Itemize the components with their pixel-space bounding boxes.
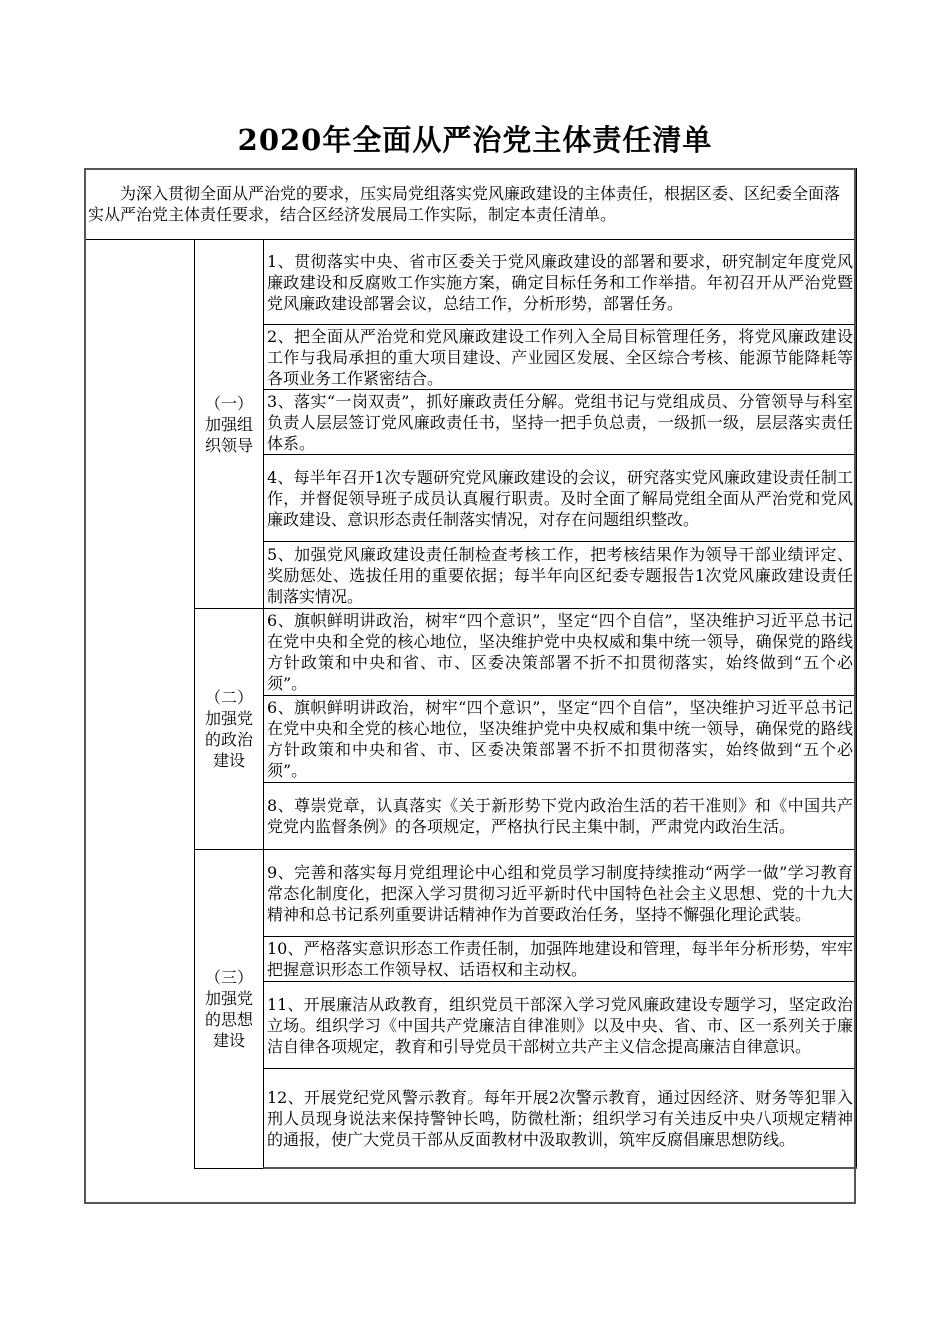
category-organization-leadership: （一）加强组织领导 xyxy=(195,240,264,609)
table-row xyxy=(85,240,857,325)
list-item: 11、开展廉洁从政教育，组织党员干部深入学习党风廉政建设专题学习，坚定政治立场。组织学习《中国共产党廉洁自律准则》以及中央、省、市、区一系列关于廉洁自律各项规定，教育和引导党员干部树立共产主义信念提高廉洁自律意识。 xyxy=(264,982,857,1069)
list-item: 6、旗帜鲜明讲政治，树牢“四个意识”，坚定“四个自信”，坚决维护习近平总书记在党中央和全党的核心地位，坚决维护党中央权威和集中统一领导，确保党的路线方针政策和中央和省、市、区委决策部署不折不扣贯彻落实，始终做到“五个必须”。 xyxy=(264,609,857,696)
list-item: 2、把全面从严治党和党风廉政建设工作列入全局目标管理任务，将党风廉政建设工作与我局承担的重大项目建设、产业园区发展、全区综合考核、能源节能降耗等各项业务工作紧密结合。 xyxy=(264,325,857,390)
list-item: 8、尊崇党章，认真落实《关于新形势下党内政治生活的若干准则》和《中国共产党党内监督条例》的各项规定，严格执行民主集中制，严肃党内政治生活。 xyxy=(264,783,857,850)
table-row xyxy=(85,609,857,696)
category-political-building: （二）加强党的政治建设 xyxy=(195,609,264,850)
intro-text: 为深入贯彻全面从严治党的要求，压实局党组落实党风廉政建设的主体责任，根据区委、区纪委全面落实从严治党主体责任要求，结合区经济发展局工作实际，制定本责任清单。 xyxy=(85,169,857,240)
list-item: 9、完善和落实每月党组理论中心组和党员学习制度持续推动“两学一做”学习教育常态化制度化，把深入学习贯彻习近平新时代中国特色社会主义思想、党的十九大精神和总书记系列重要讲话精神作为首要政治任务，坚持不懈强化理论武装。 xyxy=(264,850,857,937)
category-ideological-building: （三）加强党的思想建设 xyxy=(195,850,264,1169)
list-item: 12、开展党纪党风警示教育。每年开展2次警示教育，通过因经济、财务等犯罪入刑人员现身说法来保持警钟长鸣，防微杜渐；组织学习有关违反中央八项规定精神的通报，使广大党员干部从反面教材中汲取教训，筑牢反腐倡廉思想防线。 xyxy=(264,1069,857,1169)
list-item: 5、加强党风廉政建设责任制检查考核工作，把考核结果作为领导干部业绩评定、奖励惩处、选拔任用的重要依据；每半年向区纪委专题报告1次党风廉政建设责任制落实情况。 xyxy=(264,542,857,609)
responsibility-table xyxy=(84,168,857,1169)
list-item: 6、旗帜鲜明讲政治，树牢“四个意识”，坚定“四个自信”，坚决维护习近平总书记在党中央和全党的核心地位，坚决维护党中央权威和集中统一领导，确保党的路线方针政策和中央和省、市、区委决策部署不折不扣贯彻落实，始终做到“五个必须”。 xyxy=(264,696,857,783)
list-item: 3、落实“一岗双责”，抓好廉政责任分解。党组书记与党组成员、分管领导与科室负责人层层签订党风廉政责任书，坚持一把手负总责，一级抓一级，层层落实责任体系。 xyxy=(264,390,857,455)
list-item: 10、严格落实意识形态工作责任制，加强阵地建设和管理，每半年分析形势，牢牢把握意识形态工作领导权、话语权和主动权。 xyxy=(264,937,857,982)
blank-column-cell xyxy=(85,240,195,1169)
list-item: 4、每半年召开1次专题研究党风廉政建设的会议，研究落实党风廉政建设责任制工作，并督促领导班子成员认真履行职责。及时全面了解局党组全面从严治党和党风廉政建设、意识形态责任制落实情况，对存在问题组织整改。 xyxy=(264,455,857,542)
table-row xyxy=(85,850,857,937)
list-item: 1、贯彻落实中央、省市区委关于党风廉政建设的部署和要求，研究制定年度党风廉政建设和反腐败工作实施方案，确定目标任务和工作举措。年初召开从严治党暨党风廉政建设部署会议，总结工作，分析形势，部署任务。 xyxy=(264,240,857,325)
page-title: 2020年全面从严治党主体责任清单 xyxy=(237,123,713,157)
intro-row xyxy=(85,169,857,240)
